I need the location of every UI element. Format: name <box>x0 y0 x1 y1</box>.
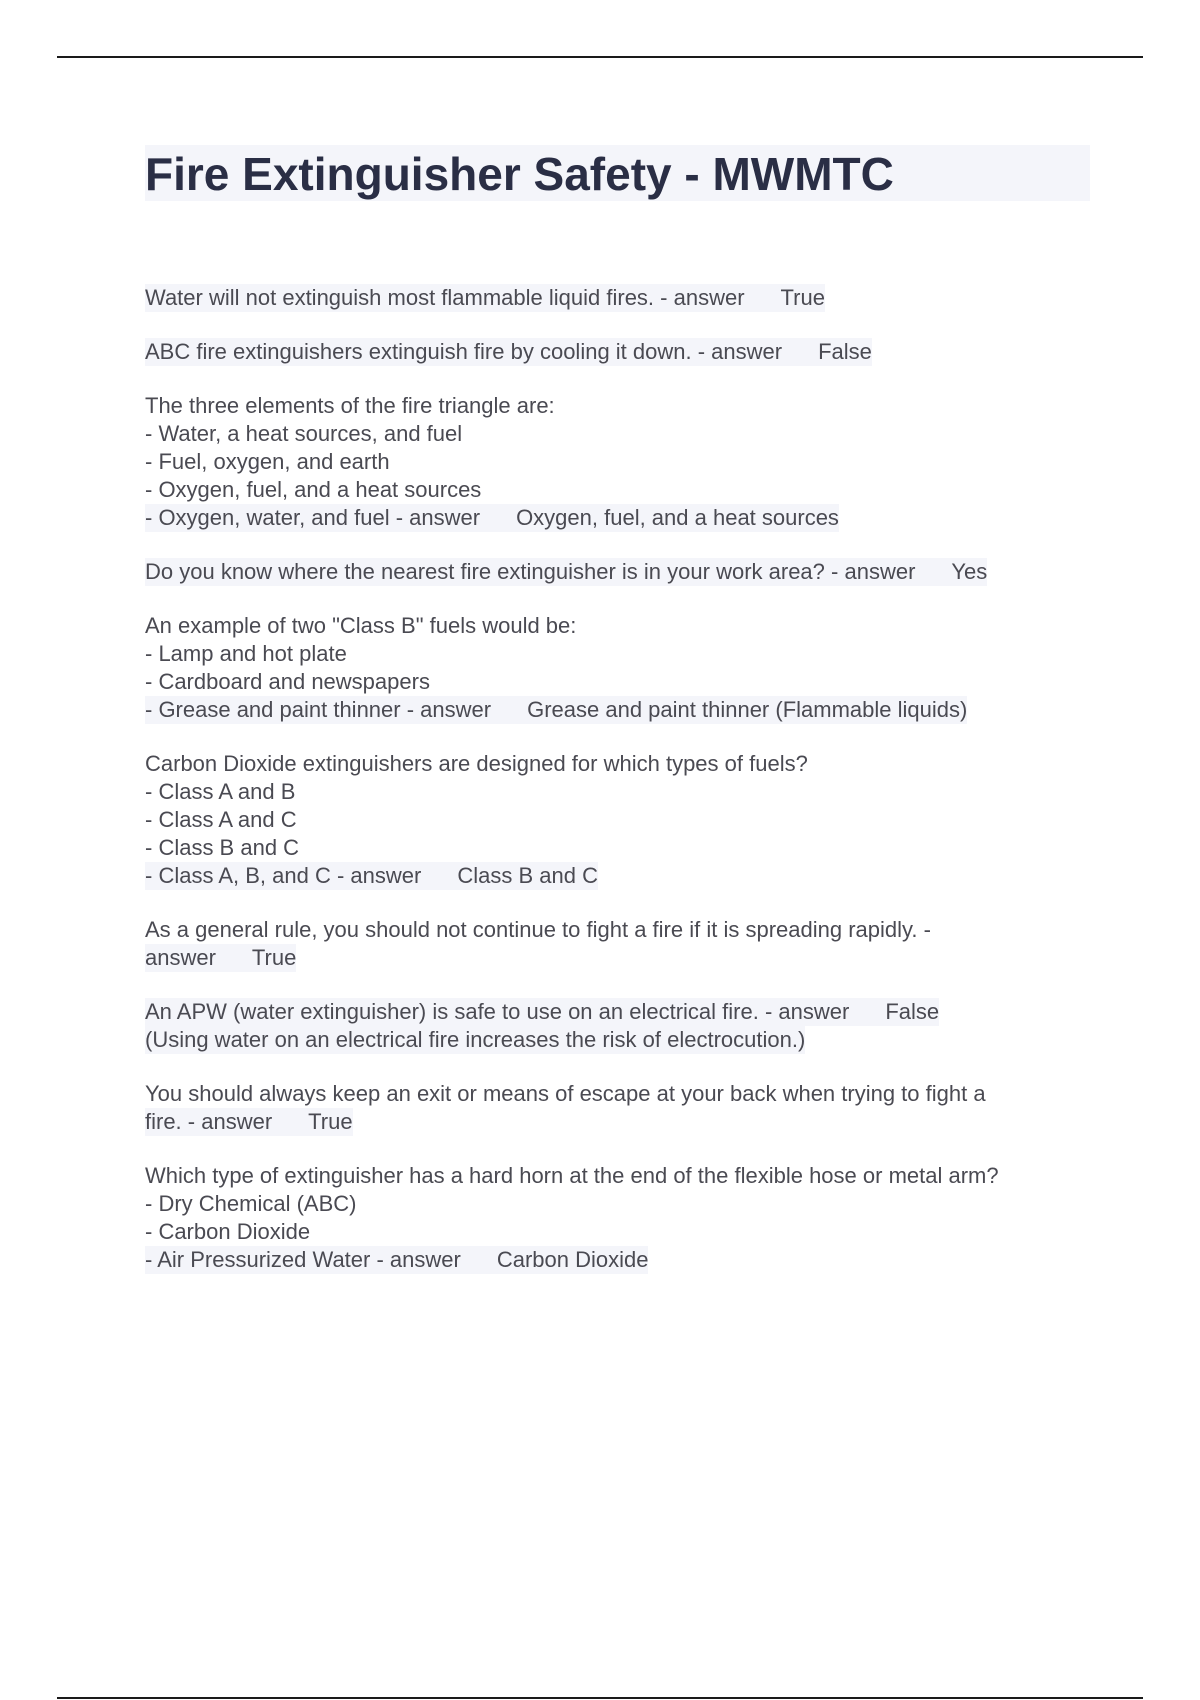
answer-text: False <box>885 999 940 1024</box>
answer-text: True <box>251 945 297 970</box>
question-continuation: fire. - answer <box>145 1109 273 1134</box>
option-text: - Carbon Dioxide <box>145 1219 311 1244</box>
option-text: - Class A and B <box>145 779 296 804</box>
question-text: An example of two "Class B" fuels would be: <box>145 613 577 638</box>
answer-marker: - answer <box>831 559 916 584</box>
question-text: Which type of extinguisher has a hard horn at the end of the flexible hose or metal arm? <box>145 1163 999 1188</box>
answer-marker: - answer <box>660 285 745 310</box>
option-text: - Class A and C <box>145 807 297 832</box>
question-text: You should always keep an exit or means of escape at your back when trying to fight a <box>145 1081 986 1106</box>
option-text: - Dry Chemical (ABC) <box>145 1191 357 1216</box>
answer-marker: - answer <box>764 999 850 1024</box>
option-text: - Cardboard and newspapers <box>145 669 430 694</box>
question-text: As a general rule, you should not continue to fight a fire if it is spreading rapidly. - <box>145 917 931 942</box>
answer-text: True <box>308 1109 353 1134</box>
answer-marker: - answer <box>406 697 492 722</box>
answer-text: True <box>780 285 825 310</box>
qa-item <box>145 998 1090 1054</box>
answer-text: Oxygen, fuel, and a heat sources <box>516 505 839 530</box>
question-text: Water will not extinguish most flammable liquid fires. <box>145 285 655 310</box>
option-text: - Class A, B, and C <box>145 863 331 888</box>
answer-marker: - answer <box>376 1247 461 1272</box>
answer-text: Grease and paint thinner (Flammable liquids) <box>527 697 968 722</box>
question-text: The three elements of the fire triangle are: <box>145 393 555 418</box>
option-text: - Lamp and hot plate <box>145 641 347 666</box>
option-text: - Oxygen, fuel, and a heat sources <box>145 477 482 502</box>
top-rule <box>57 56 1143 58</box>
question-continuation: answer <box>145 945 216 970</box>
option-text: - Oxygen, water, and fuel <box>145 505 390 530</box>
answer-text: False <box>818 339 872 364</box>
qa-item <box>145 1162 1090 1274</box>
qa-item <box>145 284 1090 312</box>
qa-list <box>145 284 1090 1274</box>
qa-item <box>145 338 1090 366</box>
answer-text: Class B and C <box>457 863 598 888</box>
option-text: - Air Pressurized Water <box>145 1247 371 1272</box>
qa-item <box>145 750 1090 890</box>
answer-explanation: (Using water on an electrical fire increases the risk of electrocution.) <box>145 1027 806 1052</box>
answer-text: Carbon Dioxide <box>496 1247 649 1272</box>
qa-item <box>145 916 1090 972</box>
answer-marker: - answer <box>697 339 783 364</box>
question-text: Do you know where the nearest fire extinguisher is in your work area? <box>145 559 825 584</box>
qa-item <box>145 392 1090 532</box>
answer-marker: - answer <box>395 505 481 530</box>
option-text: - Grease and paint thinner <box>145 697 401 722</box>
option-text: - Fuel, oxygen, and earth <box>145 449 390 474</box>
question-text: ABC fire extinguishers extinguish fire by cooling it down. <box>145 339 692 364</box>
question-text: Carbon Dioxide extinguishers are designed for which types of fuels? <box>145 751 808 776</box>
answer-marker: - answer <box>336 863 422 888</box>
qa-item <box>145 558 1090 586</box>
qa-item <box>145 612 1090 724</box>
question-text: An APW (water extinguisher) is safe to use on an electrical fire. <box>145 999 759 1024</box>
bottom-rule <box>57 1697 1143 1699</box>
document-body <box>145 145 1090 1300</box>
option-text: - Class B and C <box>145 835 300 860</box>
option-text: - Water, a heat sources, and fuel <box>145 421 463 446</box>
page-title: Fire Extinguisher Safety - MWMTC <box>145 145 1090 201</box>
qa-item <box>145 1080 1090 1136</box>
answer-text: Yes <box>951 559 988 584</box>
